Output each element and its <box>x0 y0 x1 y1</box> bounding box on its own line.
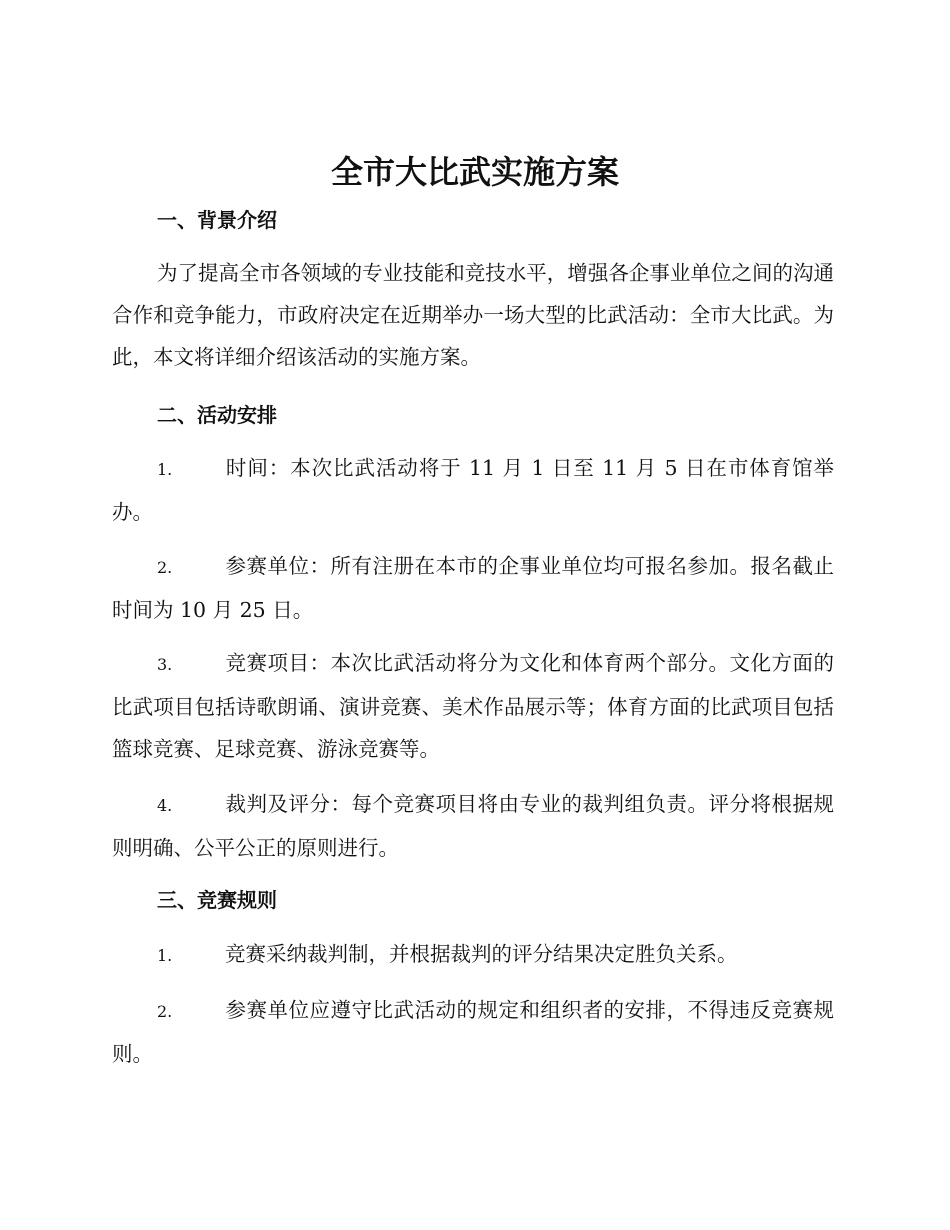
list-item <box>112 783 834 869</box>
section-heading-rules: 三、竞赛规则 <box>157 888 277 912</box>
section-heading-background: 一、背景介绍 <box>157 208 277 232</box>
list-item-text: 裁判及评分：每个竞赛项目将由专业的裁判组负责。评分将根据规则明确、公平公正的原则进行。 <box>112 792 834 860</box>
list-item <box>112 933 834 977</box>
document-title: 全市大比武实施方案 <box>330 153 619 191</box>
list-item <box>112 545 834 631</box>
section-heading-arrangement: 二、活动安排 <box>157 403 277 427</box>
list-item-text: 参赛单位应遵守比武活动的规定和组织者的安排，不得违反竞赛规则。 <box>112 998 834 1066</box>
list-item-number: 2. <box>157 1002 173 1021</box>
list-item-text: 参赛单位：所有注册在本市的企事业单位均可报名参加。报名截止时间为 10 月 25 日。 <box>112 554 834 622</box>
list-item-number: 2. <box>157 558 173 577</box>
list-item-number: 1. <box>157 946 173 965</box>
list-item-text: 时间：本次比武活动将于 11 月 1 日至 11 月 5 日在市体育馆举办。 <box>112 456 834 524</box>
list-item <box>112 447 834 533</box>
background-paragraph: 为了提高全市各领域的专业技能和竞技水平，增强各企事业单位之间的沟通合作和竞争能力，市政府决定在近期举办一场大型的比武活动：全市大比武。为此，本文将详细介绍该活动的实施方案。 <box>112 261 834 369</box>
list-item-number: 4. <box>157 796 173 815</box>
list-item <box>112 642 834 770</box>
list-item-text: 竞赛采纳裁判制，并根据裁判的评分结果决定胜负关系。 <box>225 942 738 966</box>
list-item <box>112 989 834 1075</box>
list-item-text: 竞赛项目：本次比武活动将分为文化和体育两个部分。文化方面的比武项目包括诗歌朗诵、演讲竞赛、美术作品展示等；体育方面的比武项目包括篮球竞赛、足球竞赛、游泳竞赛等。 <box>112 651 834 761</box>
list-item-number: 3. <box>157 655 173 674</box>
list-item-number: 1. <box>157 460 173 479</box>
